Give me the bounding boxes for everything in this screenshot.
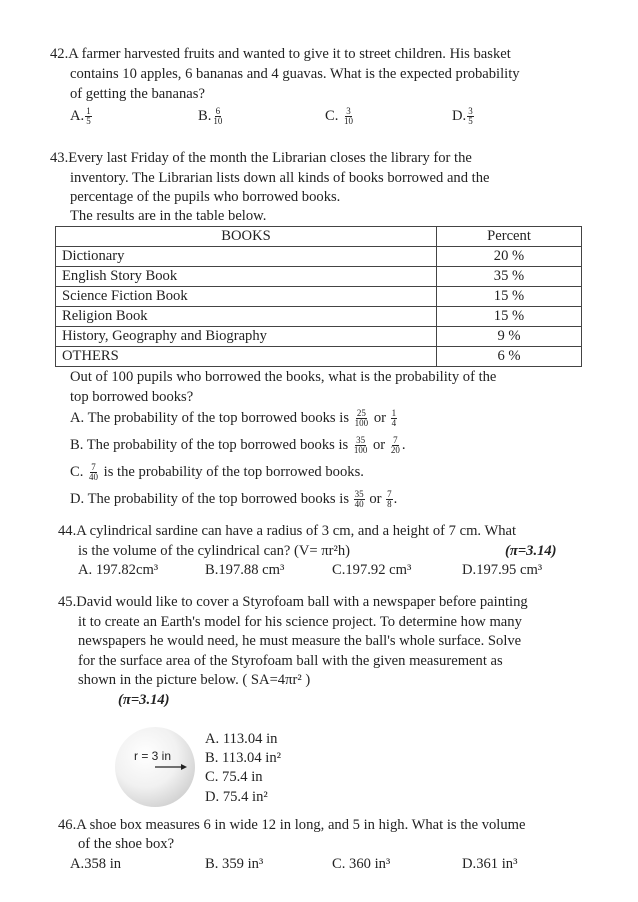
radius-label: r = 3 in	[134, 749, 172, 763]
book-percent: 15 %	[437, 287, 582, 307]
fraction: $\frac{35}{40}$	[354, 489, 364, 510]
fraction: $\frac{7}{20}$	[390, 435, 400, 456]
book-percent: 15 %	[437, 307, 582, 327]
q45-line-3: newspapers he would need, he must measure the ball's whole surface. Solve	[78, 633, 522, 649]
q44-option-b[interactable]: B.197.88 cm³	[205, 562, 285, 578]
q45-line-1: 45.David would like to cover a Styrofoam ball with a newspaper before painting	[58, 594, 528, 610]
book-percent: 6 %	[437, 347, 582, 367]
book-percent: 20 %	[437, 247, 582, 267]
q42-line-1: 42.A farmer harvested fruits and wanted to give it to street children. His basket	[50, 46, 511, 62]
q42-option-a[interactable]: A. $\frac{1}{5}$	[70, 106, 91, 127]
book-name: History, Geography and Biography	[56, 327, 437, 347]
book-name: Science Fiction Book	[56, 287, 437, 307]
q44-pi-value: (π=3.14)	[505, 543, 557, 559]
q42-option-b[interactable]: B. $\frac{6}{10}$	[198, 106, 223, 127]
fraction: $\frac{7}{40}$	[89, 462, 99, 483]
q44-line-2: is the volume of the cylindrical can? (V= πr²h)	[78, 543, 351, 559]
table-row	[56, 287, 582, 307]
table-row	[56, 307, 582, 327]
fraction: $\frac{1}{4}$	[391, 408, 397, 429]
book-percent: 35 %	[437, 267, 582, 287]
q42-option-d[interactable]: D. $\frac{3}{5}$	[452, 106, 473, 127]
table-row	[56, 327, 582, 347]
q43-line-1: 43.Every last Friday of the month the Librarian closes the library for the	[50, 150, 472, 166]
q43-option-d[interactable]: D. The probability of the top borrowed books is $\frac{35}{40}$ or $\frac{7}{8}$ .	[70, 489, 398, 510]
q46-line-2: of the shoe box?	[78, 836, 175, 852]
q43-question-line-1: Out of 100 pupils who borrowed the books, what is the probability of the	[70, 369, 497, 385]
q44-option-a[interactable]: A. 197.82cm³	[78, 562, 159, 578]
q44-line-1: 44.A cylindrical sardine can have a radius of 3 cm, and a height of 7 cm. What	[58, 523, 517, 539]
fraction: $\frac{35}{100}$	[353, 435, 368, 456]
fraction: $\frac{3}{10}$	[344, 106, 354, 127]
q43-option-c[interactable]: C. $\frac{7}{40}$ is the probability of the top borrowed books.	[70, 462, 364, 483]
radius-arrow-icon	[115, 727, 195, 807]
table-header-books: BOOKS	[56, 227, 437, 247]
q46-option-a[interactable]: A.358 in	[70, 856, 122, 872]
book-name: English Story Book	[56, 267, 437, 287]
q42-line-2: contains 10 apples, 6 bananas and 4 guavas. What is the expected probability	[70, 66, 520, 82]
table-row	[56, 347, 582, 367]
q46-option-c[interactable]: C. 360 in³	[332, 856, 391, 872]
q45-line-5: shown in the picture below. ( SA=4πr² )	[78, 672, 311, 688]
q43-line-4: The results are in the table below.	[70, 208, 267, 224]
q42-line-3: of getting the bananas?	[70, 86, 205, 102]
q46-option-b[interactable]: B. 359 in³	[205, 856, 264, 872]
q43-line-2: inventory. The Librarian lists down all kinds of books borrowed and the	[70, 170, 490, 186]
book-name: Religion Book	[56, 307, 437, 327]
table-header-percent: Percent	[437, 227, 582, 247]
fraction: $\frac{7}{8}$	[387, 489, 392, 510]
table-row	[56, 247, 582, 267]
q43-option-b[interactable]: B. The probability of the top borrowed books is $\frac{35}{100}$ or $\frac{7}{20}$ .	[70, 435, 406, 456]
q45-line-4: for the surface area of the Styrofoam ball with the given measurement as	[78, 653, 503, 669]
q45-option-b[interactable]: B. 113.04 in²	[205, 750, 281, 766]
q45-option-a[interactable]: A. 113.04 in	[205, 731, 278, 747]
q43-option-a[interactable]: A. The probability of the top borrowed books is $\frac{25}{100}$ or $\frac{1}{4}$	[70, 408, 397, 429]
q46-line-1: 46.A shoe box measures 6 in wide 12 in long, and 5 in high. What is the volume	[58, 817, 526, 833]
q45-option-c[interactable]: C. 75.4 in	[205, 769, 263, 785]
q45-pi-value: (π=3.14)	[118, 692, 170, 708]
books-table	[55, 226, 582, 367]
q43-question-line-2: top borrowed books?	[70, 389, 194, 405]
table-header-row	[56, 227, 582, 247]
fraction: $\frac{6}{10}$	[213, 106, 223, 127]
fraction: $\frac{25}{100}$	[354, 408, 369, 429]
q46-option-d[interactable]: D.361 in³	[462, 856, 518, 872]
fraction: $\frac{1}{5}$	[86, 106, 91, 127]
fraction: $\frac{3}{5}$	[468, 106, 473, 127]
q44-option-d[interactable]: D.197.95 cm³	[462, 562, 543, 578]
book-name: Dictionary	[56, 247, 437, 267]
book-name: OTHERS	[56, 347, 437, 367]
q43-line-3: percentage of the pupils who borrowed books.	[70, 189, 341, 205]
table-row	[56, 267, 582, 287]
q44-option-c[interactable]: C.197.92 cm³	[332, 562, 412, 578]
q45-option-d[interactable]: D. 75.4 in²	[205, 789, 268, 805]
book-percent: 9 %	[437, 327, 582, 347]
q45-line-2: it to create an Earth's model for his science project. To determine how many	[78, 614, 522, 630]
q42-option-c[interactable]: C. $\frac{3}{10}$	[325, 106, 354, 127]
